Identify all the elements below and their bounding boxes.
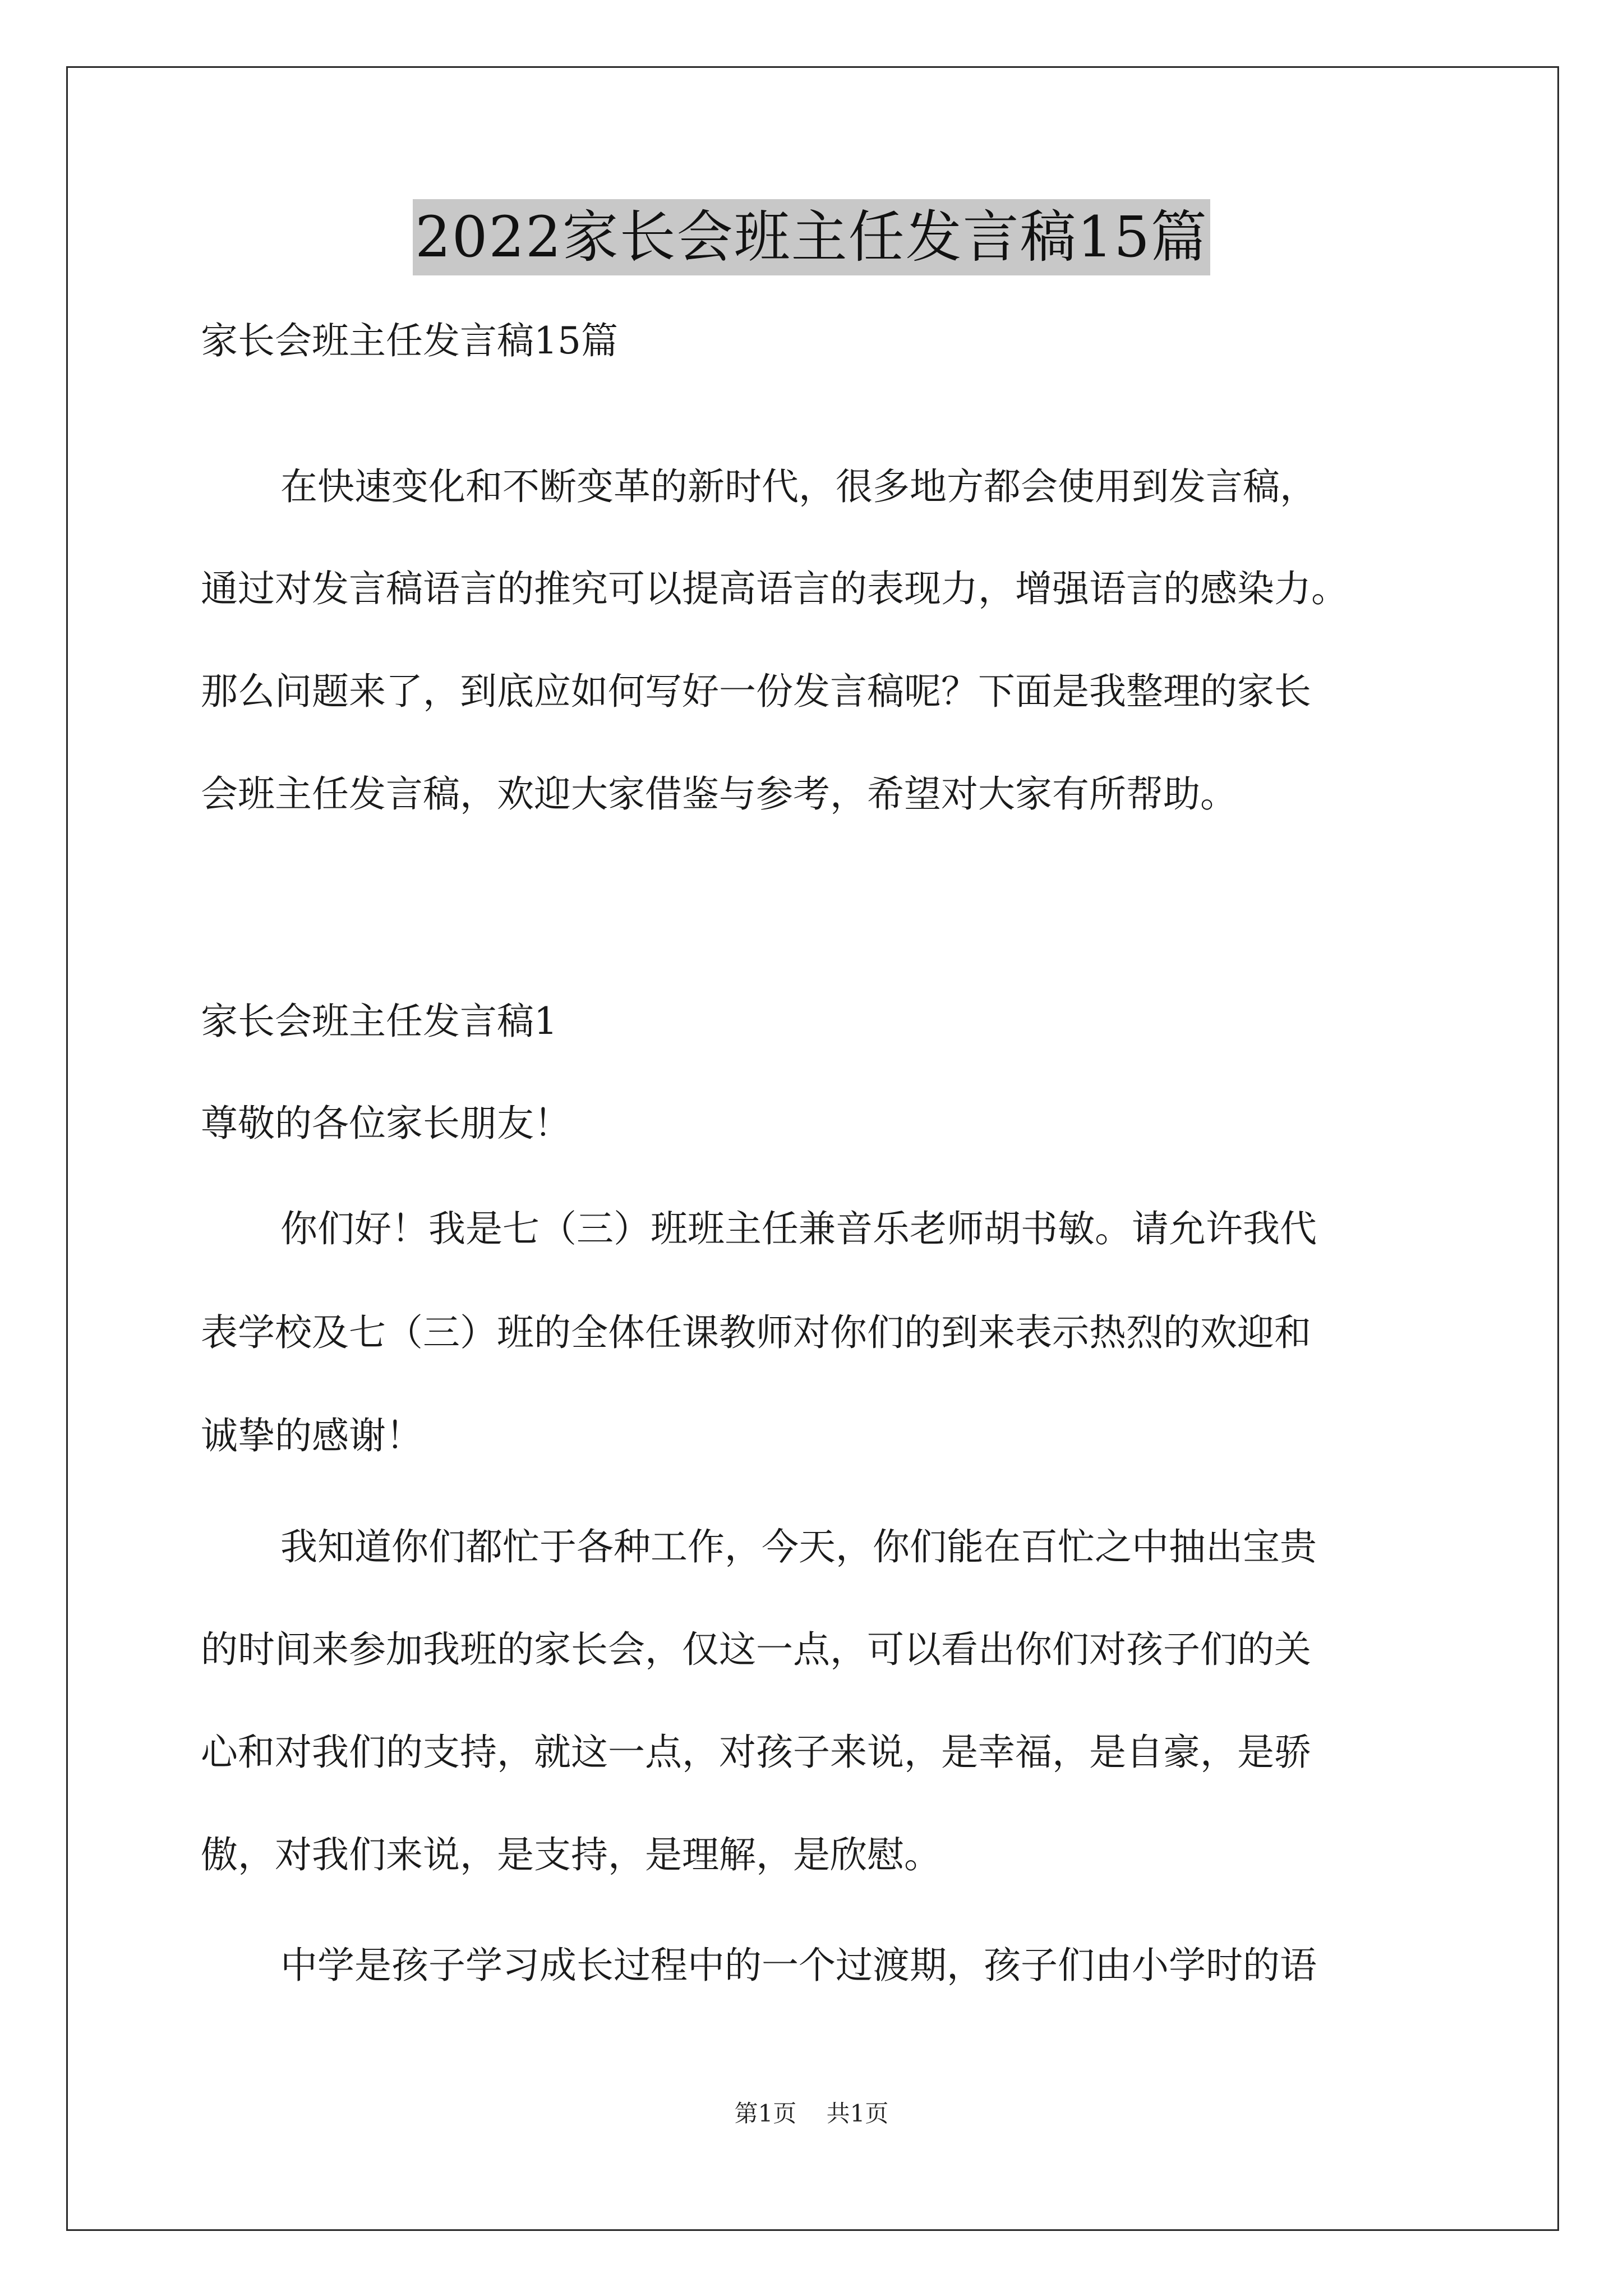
paragraph-line: 傲，对我们来说，是支持，是理解，是欣慰。: [201, 1833, 941, 1876]
page-number-total: 共1页: [826, 2100, 889, 2127]
page-footer: [0, 2097, 1623, 2131]
title-container: [0, 199, 1623, 275]
paragraph-line: 的时间来参加我班的家长会，仅这一点，可以看出你们对孩子们的关: [201, 1628, 1311, 1671]
paragraph-line: 诚挚的感谢！: [201, 1414, 423, 1457]
paragraph-line: 通过对发言稿语言的推究可以提高语言的表现力，增强语言的感染力。: [201, 567, 1348, 610]
paragraph-line: 你们好！我是七（三）班班主任兼音乐老师胡书敏。请允许我代: [280, 1207, 1317, 1250]
paragraph-line: 那么问题来了，到底应如何写好一份发言稿呢？下面是我整理的家长: [201, 670, 1311, 713]
paragraph-line: 在快速变化和不断变革的新时代，很多地方都会使用到发言稿，: [280, 465, 1317, 508]
page-number-current: 第1页: [734, 2100, 797, 2127]
paragraph-line: 心和对我们的支持，就这一点，对孩子来说，是幸福，是自豪，是骄: [201, 1731, 1311, 1774]
paragraph-line: 我知道你们都忙于各种工作，今天，你们能在百忙之中抽出宝贵: [280, 1525, 1317, 1568]
paragraph-line: 中学是孩子学习成长过程中的一个过渡期，孩子们由小学时的语: [280, 1944, 1317, 1987]
document-title: 2022家长会班主任发言稿15篇: [413, 199, 1210, 275]
salutation-line: 尊敬的各位家长朋友！: [201, 1102, 571, 1145]
paragraph-line: 会班主任发言稿，欢迎大家借鉴与参考，希望对大家有所帮助。: [201, 772, 1237, 816]
subtitle-line: 家长会班主任发言稿15篇: [201, 319, 618, 362]
paragraph-line: 表学校及七（三）班的全体任课教师对你们的到来表示热烈的欢迎和: [201, 1311, 1311, 1354]
section-heading: 家长会班主任发言稿1: [201, 1000, 557, 1043]
